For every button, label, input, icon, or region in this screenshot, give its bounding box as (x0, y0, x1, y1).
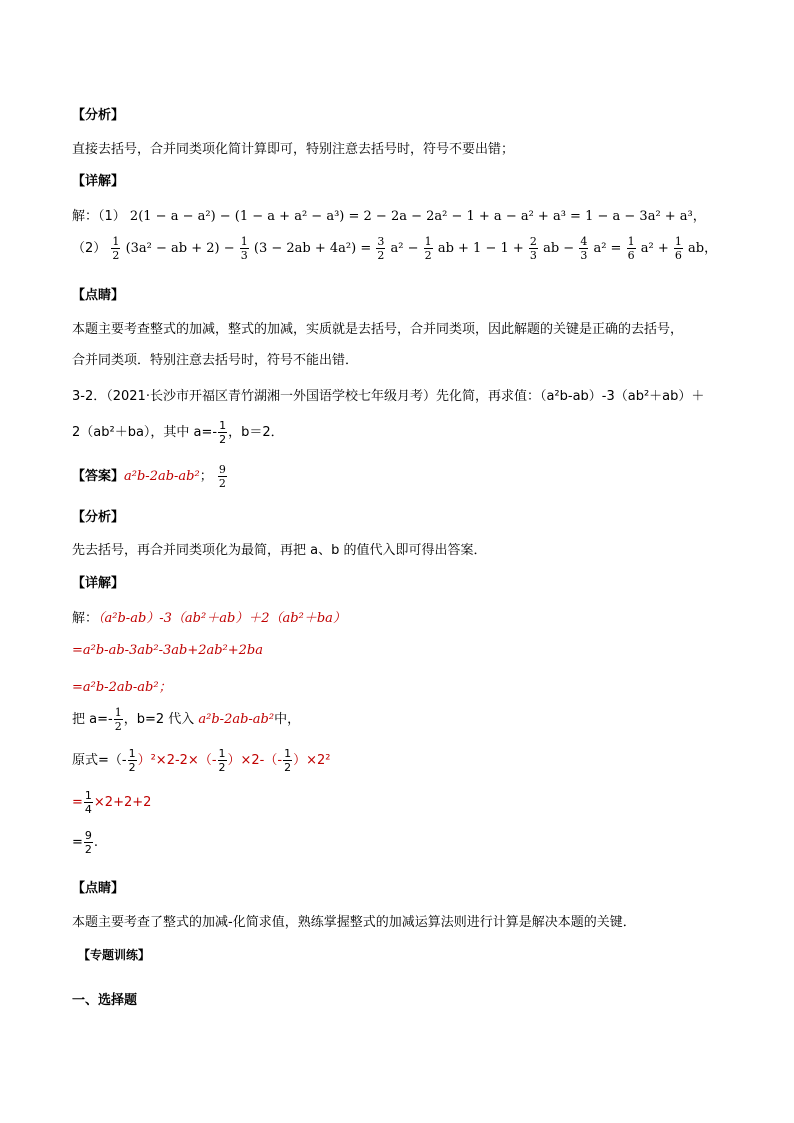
step-6 (72, 790, 151, 815)
step-3: =a²b-2ab-ab²； (72, 680, 172, 695)
detail-heading: 【详解】 (72, 174, 125, 189)
math-part: ab + 1 − 1 + (437, 241, 524, 256)
step-5 (72, 748, 330, 773)
fraction: $\frac{1}{6}$ (627, 235, 635, 262)
answer-fraction: $\frac{9}{2}$ (218, 463, 226, 490)
math-part: ab， (688, 241, 718, 256)
step-text: ×2+2+2 (93, 795, 152, 810)
problem-statement-line2 (72, 420, 284, 445)
step-7 (72, 830, 98, 855)
math-part: (3 − 2ab + 4a²) = (253, 241, 372, 256)
step-text: ）×2² (293, 753, 331, 768)
answer-line (72, 464, 228, 489)
math-part: ab − (543, 241, 575, 256)
step-text: ）²×2-2×（- (137, 753, 217, 768)
step-text: 原式=（- (72, 753, 127, 768)
fraction: $\frac{2}{3}$ (529, 235, 537, 262)
answer-label: 【答案】 (72, 469, 125, 484)
step-text: . (93, 835, 99, 850)
special-training-heading: 【专题训练】 (78, 948, 151, 962)
fraction: $\frac{1}{2}$ (112, 235, 120, 262)
step-text: 把 a=- (72, 712, 113, 727)
solution-part-2 (72, 236, 717, 261)
step-text: = (72, 795, 83, 810)
analysis-text-2: 先去括号，再合并同类项化为最简，再把 a、b 的值代入即可得出答案． (72, 543, 487, 558)
step-1 (72, 607, 346, 626)
fraction: $\frac{1}{2}$ (114, 706, 122, 733)
problem-text: 2（ab²＋ba），其中 a=- (72, 425, 218, 440)
analysis-heading-2: 【分析】 (72, 510, 125, 525)
step-text: ）×2-（- (227, 753, 283, 768)
solution-math: 2(1 − a − a²) − (1 − a + a² − a³) = 2 − 2a − 2a² − 1 + a − a² + a³ = 1 − a − 3a² + a³， (129, 209, 706, 224)
math-part: a² = (593, 241, 622, 256)
fraction: $\frac{1}{3}$ (240, 235, 248, 262)
comment-text-line2: 合并同类项．特别注意去括号时，符号不能出错． (72, 353, 359, 368)
step-expression: （a²b-ab）-3（ab²＋ab）＋2（ab²＋ba） (98, 611, 346, 626)
math-part: a² + (640, 241, 669, 256)
detail-heading-2: 【详解】 (72, 576, 125, 591)
problem-text: ，b＝2． (228, 425, 284, 440)
analysis-text: 直接去括号，合并同类项化简计算即可，特别注意去括号时，符号不要出错； (72, 142, 515, 157)
step-text: = (72, 835, 83, 850)
fraction: $\frac{1}{2}$ (424, 235, 432, 262)
comment-heading: 【点睛】 (72, 288, 125, 303)
comment-text-line1: 本题主要考查整式的加减，整式的加减，实质就是去括号，合并同类项，因此解题的关键是正确的去括号， (72, 322, 684, 337)
analysis-heading: 【分析】 (72, 108, 125, 123)
fraction: $\frac{1}{2}$ (284, 747, 292, 774)
fraction: $\frac{9}{2}$ (84, 829, 92, 856)
step-label: 解： (72, 611, 99, 626)
answer-separator: ； (199, 469, 213, 484)
fraction: $\frac{1}{2}$ (218, 747, 226, 774)
step-text: ，b=2 代入 (123, 712, 195, 727)
solution-label: 解：（1） (72, 209, 126, 224)
step-expression: a²b-2ab-ab² (198, 712, 275, 727)
fraction: $\frac{1}{6}$ (674, 235, 682, 262)
fraction: $\frac{1}{4}$ (84, 789, 92, 816)
comment-heading-2: 【点睛】 (72, 881, 125, 896)
fraction: $\frac{4}{3}$ (580, 235, 588, 262)
step-4 (72, 707, 300, 732)
solution-part-1 (72, 205, 706, 224)
solution2-label: （2） (72, 241, 107, 256)
fraction: $\frac{1}{2}$ (219, 419, 227, 446)
math-part: a² − (390, 241, 419, 256)
step-2: =a²b-ab-3ab²-3ab+2ab²+2ba (72, 643, 264, 658)
answer-expression: a²b-2ab-ab² (124, 469, 200, 484)
problem-statement-line1: 3-2．（2021·长沙市开福区青竹湖湘一外国语学校七年级月考）先化简，再求值：（a²b-ab）-3（ab²＋ab）＋ (72, 389, 705, 404)
math-part: (3a² − ab + 2) − (125, 241, 235, 256)
fraction: $\frac{3}{2}$ (377, 235, 385, 262)
section-title: 一、选择题 (72, 993, 138, 1008)
step-text: 中， (274, 712, 301, 727)
comment-text-2: 本题主要考查了整式的加减-化简求值，熟练掌握整式的加减运算法则进行计算是解决本题的关键． (72, 915, 636, 930)
fraction: $\frac{1}{2}$ (128, 747, 136, 774)
